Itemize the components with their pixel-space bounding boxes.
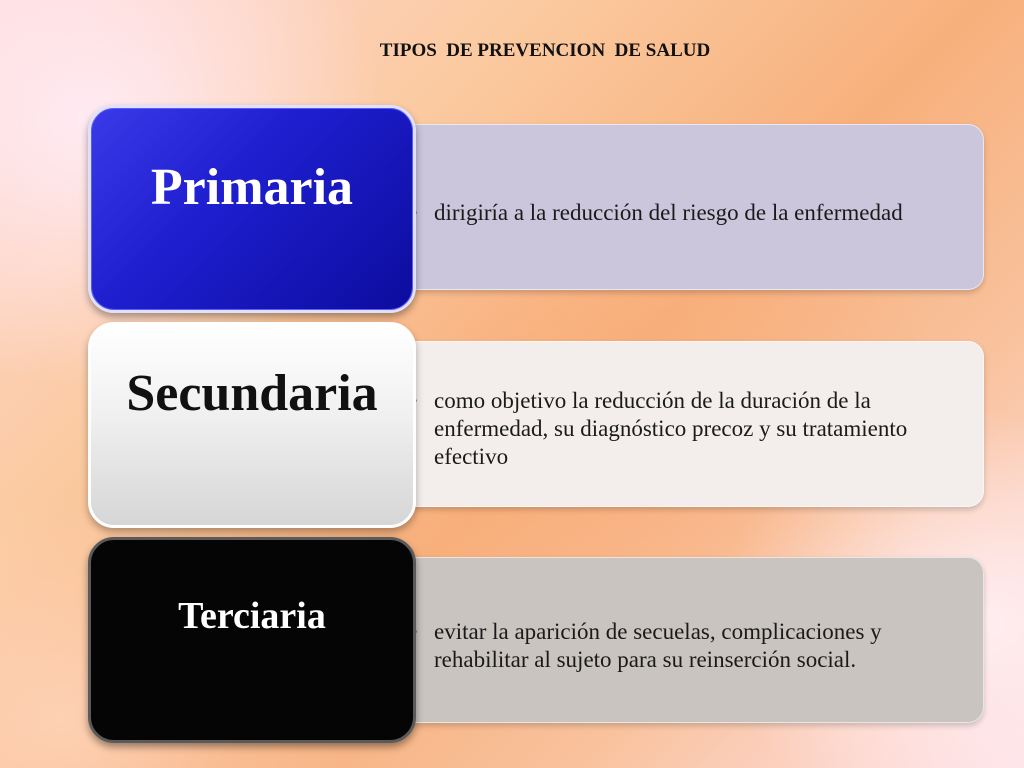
page-title: TIPOS DE PREVENCION DE SALUD <box>379 40 711 61</box>
secundaria-label-box <box>88 322 416 528</box>
secundaria-description: • como objetivo la reducción de la duración de la enfermedad, su diagnóstico precoz y su tratamiento efectivo <box>410 387 964 471</box>
secundaria-list <box>380 377 984 471</box>
secundaria-description-panel <box>380 341 984 507</box>
primaria-label-box <box>88 105 416 313</box>
primaria-label: Primaria <box>150 158 354 216</box>
primaria-list <box>380 187 984 227</box>
primaria-description: • dirigiría a la reducción del riesgo de la enfermedad <box>410 199 964 227</box>
terciaria-description-panel <box>380 557 984 723</box>
terciaria-label-box <box>88 537 416 743</box>
terciaria-description: • evitar la aparición de secuelas, complicaciones y rehabilitar al sujeto para su reinserción social. <box>410 618 964 674</box>
secundaria-label: Secundaria <box>126 364 378 422</box>
terciaria-list <box>380 606 984 674</box>
primaria-description-panel <box>380 124 984 290</box>
terciaria-label: Terciaria <box>178 595 326 637</box>
